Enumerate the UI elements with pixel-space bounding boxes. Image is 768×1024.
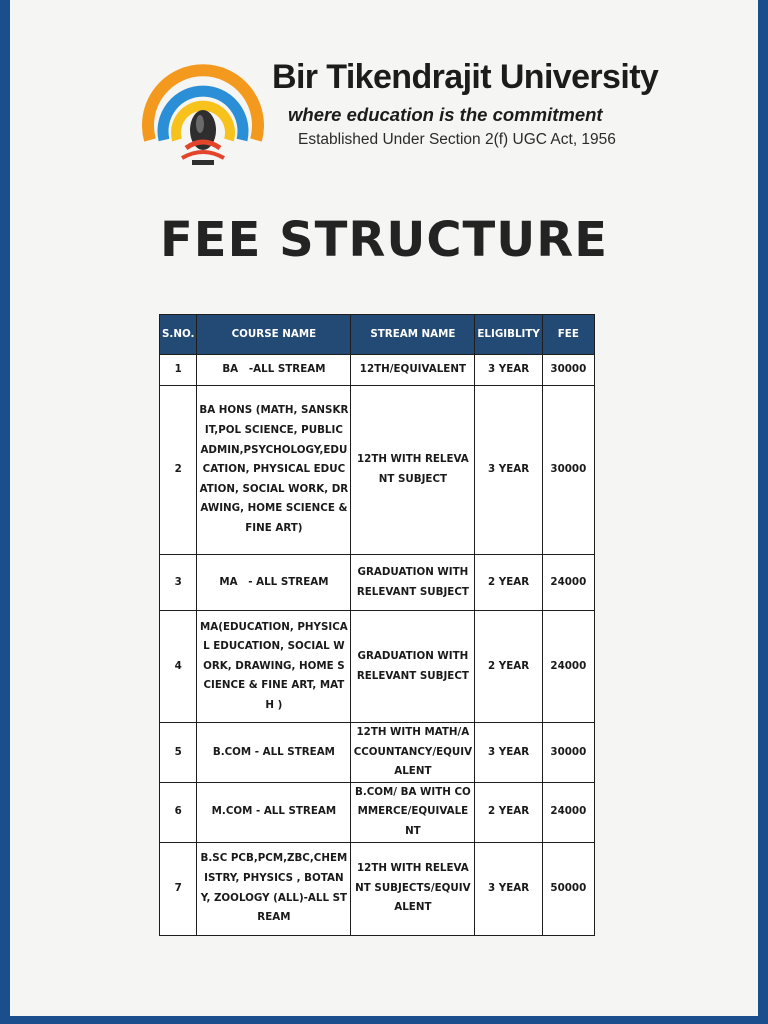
cell-stream: GRADUATION WITH RELEVANT SUBJECT	[351, 555, 475, 611]
header-course-name: COURSE NAME	[197, 315, 351, 355]
cell-course: B.COM - ALL STREAM	[197, 723, 351, 783]
established-note: Established Under Section 2(f) UGC Act, 1956	[298, 131, 616, 148]
header-stream-name: STREAM NAME	[351, 315, 475, 355]
cell-eligibility: 3 YEAR	[475, 386, 542, 555]
table-row	[160, 723, 595, 783]
cell-eligibility: 2 YEAR	[475, 782, 542, 842]
cell-sno: 3	[160, 555, 197, 611]
cell-stream: B.COM/ BA WITH COMMERCE/EQUIVALENT	[351, 782, 475, 842]
fee-table	[159, 314, 595, 936]
fee-structure-page	[10, 0, 758, 1016]
cell-fee: 30000	[542, 355, 594, 386]
cell-course: M.COM - ALL STREAM	[197, 782, 351, 842]
table-row	[160, 611, 595, 723]
header-fee: FEE	[542, 315, 594, 355]
table-row	[160, 782, 595, 842]
cell-sno: 6	[160, 782, 197, 842]
cell-stream: 12TH WITH RELEVANT SUBJECT	[351, 386, 475, 555]
cell-eligibility: 2 YEAR	[475, 555, 542, 611]
cell-fee: 30000	[542, 723, 594, 783]
cell-fee: 24000	[542, 782, 594, 842]
cell-fee: 30000	[542, 386, 594, 555]
cell-course: BA HONS (MATH, SANSKRIT,POL SCIENCE, PUBLIC ADMIN,PSYCHOLOGY,EDUCATION, PHYSICAL EDUCATION, SOCIAL WORK, DRAWING, HOME SCIENCE & FINE ART)	[197, 386, 351, 555]
cell-eligibility: 3 YEAR	[475, 355, 542, 386]
table-row	[160, 555, 595, 611]
cell-stream: 12TH WITH RELEVANT SUBJECTS/EQUIVALENT	[351, 842, 475, 935]
table-row	[160, 386, 595, 555]
cell-sno: 5	[160, 723, 197, 783]
header-sno: S.NO.	[160, 315, 197, 355]
university-tagline: where education is the commitment	[288, 104, 603, 125]
university-logo	[136, 48, 266, 170]
cell-course: MA(EDUCATION, PHYSICAL EDUCATION, SOCIAL WORK, DRAWING, HOME SCIENCE & FINE ART, MATH )	[197, 611, 351, 723]
cell-stream: 12TH WITH MATH/ACCOUNTANCY/EQUIVALENT	[351, 723, 475, 783]
cell-eligibility: 2 YEAR	[475, 611, 542, 723]
cell-sno: 2	[160, 386, 197, 555]
cell-fee: 24000	[542, 611, 594, 723]
table-row	[160, 842, 595, 935]
cell-eligibility: 3 YEAR	[475, 842, 542, 935]
table-row	[160, 355, 595, 386]
cell-course: B.SC PCB,PCM,ZBC,CHEMISTRY, PHYSICS , BOTANY, ZOOLOGY (ALL)-ALL STREAM	[197, 842, 351, 935]
header-eligibility: ELIGIBLITY	[475, 315, 542, 355]
university-name: Bir Tikendrajit University	[272, 58, 659, 96]
cell-sno: 4	[160, 611, 197, 723]
cell-stream: GRADUATION WITH RELEVANT SUBJECT	[351, 611, 475, 723]
cell-eligibility: 3 YEAR	[475, 723, 542, 783]
cell-course: BA -ALL STREAM	[197, 355, 351, 386]
cell-fee: 50000	[542, 842, 594, 935]
cell-fee: 24000	[542, 555, 594, 611]
cell-sno: 1	[160, 355, 197, 386]
cell-course: MA - ALL STREAM	[197, 555, 351, 611]
cell-sno: 7	[160, 842, 197, 935]
page-title: FEE STRUCTURE	[159, 212, 609, 268]
cell-stream: 12TH/EQUIVALENT	[351, 355, 475, 386]
table-header-row	[160, 315, 595, 355]
